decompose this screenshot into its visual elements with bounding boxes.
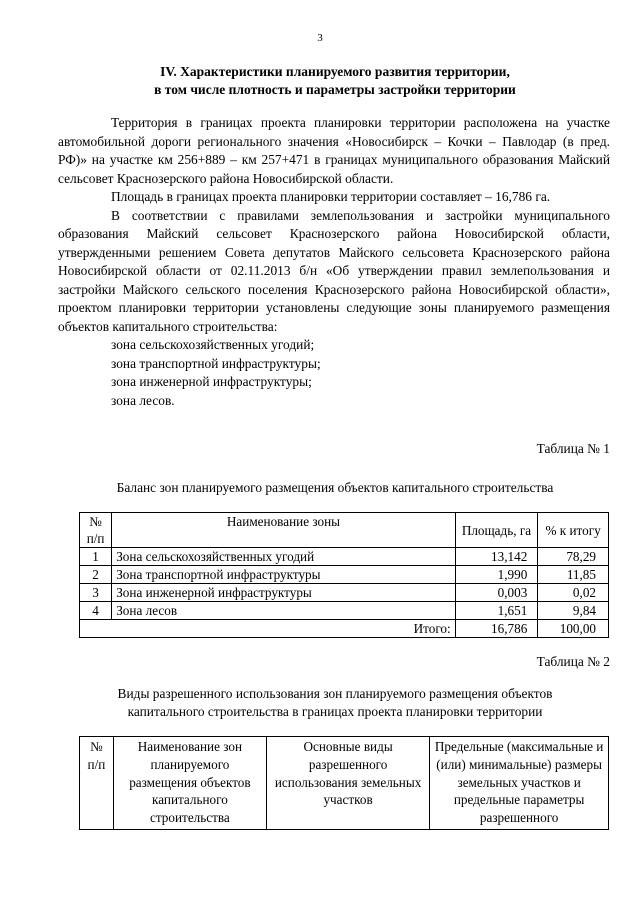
list-item: зона транспортной инфраструктуры; <box>111 355 321 371</box>
section-heading-line-1: IV. Характеристики планируемого развития территории, <box>160 64 510 79</box>
cell-percent: 78,29 <box>538 548 609 566</box>
list-item: зона инженерной инфраструктуры; <box>111 374 312 389</box>
column-header-percent: % к итогу <box>538 513 609 548</box>
table-1-caption: Таблица № 1 <box>536 441 610 456</box>
table-2-title-line-1: Виды разрешенного использования зон планируемого размещения объектов <box>117 686 553 701</box>
total-percent: 100,00 <box>538 620 609 638</box>
body-text <box>58 114 610 410</box>
permitted-use-table <box>79 736 609 830</box>
cell-number: 1 <box>80 548 112 566</box>
paragraph-territory-location: Территория в границах проекта планировки территории расположена на участке автомобильной дороги регионального значения «Новосибирск – Кочки – Павлодар (в пред. РФ)» на участке км 256+889 – км 257+471 в границах муниципального образования Майский сельсовет Краснозерского района Новосибирской области. <box>58 115 610 186</box>
cell-percent: 0,02 <box>538 584 609 602</box>
column-header-area: Площадь, га <box>455 513 538 548</box>
column-header-number: № п/п <box>80 737 114 830</box>
cell-area: 0,003 <box>455 584 538 602</box>
cell-area: 13,142 <box>455 548 538 566</box>
cell-area: 1,990 <box>455 566 538 584</box>
cell-zone-name: Зона сельскохозяйственных угодий <box>112 548 455 566</box>
column-header-main-uses: Основные виды разрешенного использования земельных участков <box>266 737 429 830</box>
list-item: зона сельскохозяйственных угодий; <box>111 337 315 352</box>
column-header-number: № п/п <box>80 513 112 548</box>
column-header-limits: Предельные (максимальные и (или) минимальные) размеры земельных участков и предельные параметры разрешенного <box>430 737 609 830</box>
zone-balance-table <box>79 512 609 638</box>
cell-number: 3 <box>80 584 112 602</box>
cell-percent: 11,85 <box>538 566 609 584</box>
cell-zone-name: Зона лесов <box>112 602 455 620</box>
cell-number: 2 <box>80 566 112 584</box>
column-header-zone-name: Наименование зоны <box>112 513 455 548</box>
table-total-row <box>80 620 609 638</box>
cell-number: 4 <box>80 602 112 620</box>
total-area: 16,786 <box>455 620 538 638</box>
section-heading-line-2: в том числе плотность и параметры застройки территории <box>154 82 516 97</box>
table-2-title <box>60 685 610 721</box>
table-header-row <box>80 737 609 830</box>
table-row <box>80 548 609 566</box>
table-2-caption: Таблица № 2 <box>536 654 610 669</box>
list-item: зона лесов. <box>111 392 175 408</box>
total-label: Итого: <box>80 620 456 638</box>
zone-list <box>58 336 610 410</box>
table-row <box>80 584 609 602</box>
cell-percent: 9,84 <box>538 602 609 620</box>
table-header-row <box>80 513 609 548</box>
table-row <box>80 602 609 620</box>
page-number: 3 <box>317 32 323 44</box>
table-1-title: Баланс зон планируемого размещения объектов капитального строительства <box>116 480 554 495</box>
paragraph-zoning-rules: В соответствии с правилами землепользования и застройки муниципального образования Майский сельсовет Краснозерского района Новосибирской области, утвержденными решением Совета депутатов Майского сельсовета Краснозерского района Новосибирской области от 02.11.2013 б/н «Об утверждении правил землепользования и застройки Майского сельского поселения Краснозерского района Новосибирской области», проектом планировки территории установлены следующие зоны планируемого размещения объектов капитального строительства: <box>58 207 610 334</box>
table-2-title-line-2: капитального строительства в границах проекта планировки территории <box>127 704 543 719</box>
section-heading <box>60 63 610 99</box>
cell-area: 1,651 <box>455 602 538 620</box>
cell-zone-name: Зона инженерной инфраструктуры <box>112 584 455 602</box>
paragraph-territory-area: Площадь в границах проекта планировки территории составляет – 16,786 га. <box>111 189 551 204</box>
table-row <box>80 566 609 584</box>
column-header-zone-name: Наименование зон планируемого размещения объектов капитального строительства <box>113 737 266 830</box>
cell-zone-name: Зона транспортной инфраструктуры <box>112 566 455 584</box>
